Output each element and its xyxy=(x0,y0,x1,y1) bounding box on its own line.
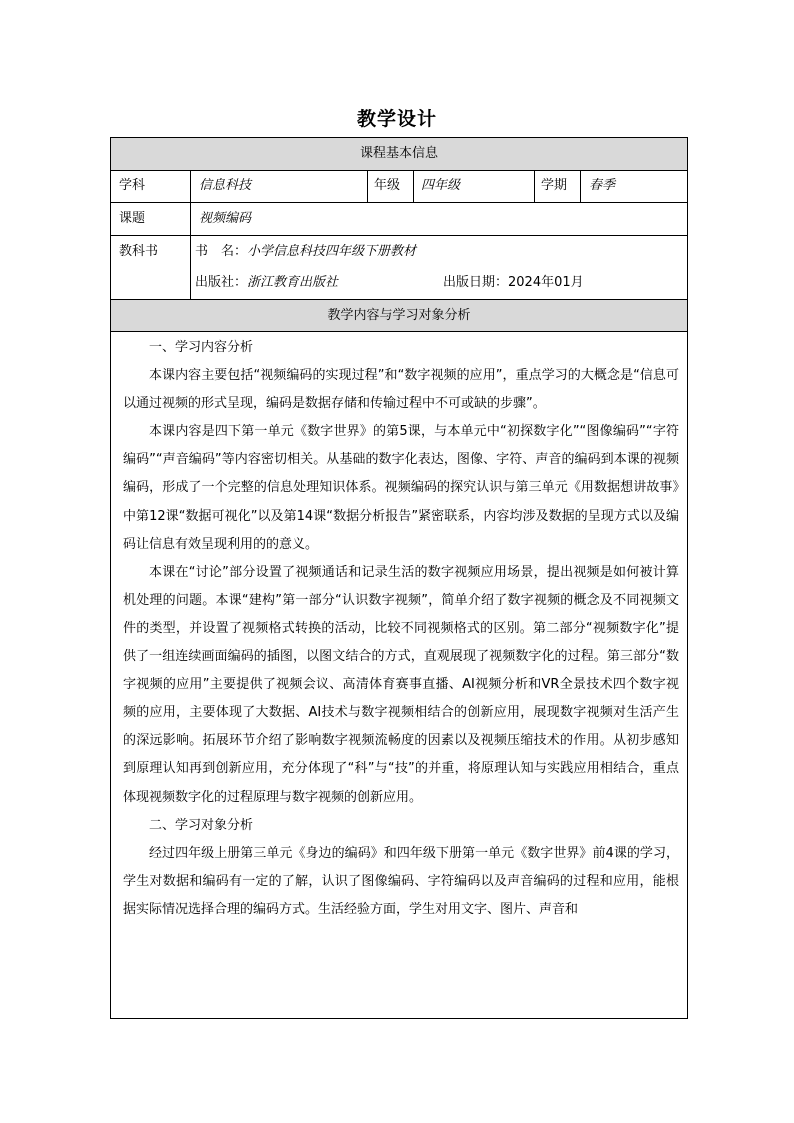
row-divider xyxy=(111,235,687,236)
col-divider xyxy=(413,170,414,202)
subject-label: 学科 xyxy=(119,178,146,193)
topic-label: 课题 xyxy=(119,211,146,226)
col-divider xyxy=(580,170,581,202)
section-heading-content: 一、学习内容分析 xyxy=(149,340,254,355)
grade-label: 年级 xyxy=(374,178,401,193)
topic-value: 视频编码 xyxy=(199,211,252,226)
term-label: 学期 xyxy=(541,178,568,193)
book-name-label: 书 名： xyxy=(195,244,248,259)
section-heading-learners: 二、学习对象分析 xyxy=(149,817,254,833)
analysis-body xyxy=(123,334,679,924)
paragraph: 经过四年级上册第三单元《身边的编码》和四年级下册第一单元《数字世界》前4课的学习，学生对数据和编码有一定的了解，认识了图像编码、字符编码以及声音编码的过程和应用，能根据实际情况选择合理的编码方式。生活经验方面，学生对用文字、图片、声音和 xyxy=(123,845,679,917)
book-name-value: 小学信息科技四年级下册教材 xyxy=(247,244,417,259)
row-divider xyxy=(111,202,687,203)
pubdate-row xyxy=(443,275,584,291)
pubdate-label: 出版日期： xyxy=(443,275,509,290)
section-header-analysis: 教学内容与学习对象分析 xyxy=(111,299,687,332)
lesson-table xyxy=(110,137,688,1019)
textbook-label: 教科书 xyxy=(119,244,159,259)
paragraph: 本课内容是四下第一单元《数字世界》的第5课，与本单元中“初探数字化”“图像编码”“字符编码”“声音编码”等内容密切相关。从基础的数字化表达，图像、字符、声音的编码到本课的视频编码，形成了一个完整的信息处理知识体系。视频编码的探究认识与第三单元《用数据想讲故事》中第12课“数据可视化”以及第14课“数据分析报告”紧密联系，内容均涉及数据的呈现方式以及编码让信息有效呈现利用的的意义。 xyxy=(123,424,679,552)
grade-value: 四年级 xyxy=(421,178,461,193)
book-name-row xyxy=(195,244,416,260)
term-value: 春季 xyxy=(589,178,616,193)
section-header-basic-info: 课程基本信息 xyxy=(111,138,687,171)
col-divider xyxy=(534,170,535,202)
page-title: 教学设计 xyxy=(356,108,437,130)
paragraph: 本课内容主要包括“视频编码的实现过程”和“数字视频的应用”，重点学习的大概念是“信息可以通过视频的形式呈现，编码是数据存储和传输过程中不可或缺的步骤”。 xyxy=(123,368,679,412)
publisher-label: 出版社： xyxy=(195,275,248,290)
paragraph: 本课在“讨论”部分设置了视频通话和记录生活的数字视频应用场景，提出视频是如何被计算机处理的问题。本课“建构”第一部分“认识数字视频”，简单介绍了数字视频的概念及不同视频文件的类型，并设置了视频格式转换的活动，比较不同视频格式的区别。第二部分“视频数字化”提供了一组连续画面编码的插图，以图文结合的方式，直观展现了视频数字化的过程。第三部分“数字视频的应用”主要提供了视频会议、高清体育赛事直播、AI视频分析和VR全景技术四个数字视频的应用，主要体现了大数据、AI技术与数字视频相结合的创新应用，展现数字视频对生活产生的深远影响。拓展环节介绍了影响数字视频流畅度的因素以及视频压缩技术的作用。从初步感知到原理认知再到创新应用，充分体现了“科”与“技”的并重，将原理认知与实践应用相结合，重点体现视频数字化的过程原理与数字视频的创新应用。 xyxy=(123,564,679,805)
publisher-row xyxy=(195,275,338,291)
col-divider xyxy=(367,170,368,202)
publisher-value: 浙江教育出版社 xyxy=(247,275,339,290)
subject-value: 信息科技 xyxy=(199,178,252,193)
pubdate-value: 2024年01月 xyxy=(508,275,584,290)
